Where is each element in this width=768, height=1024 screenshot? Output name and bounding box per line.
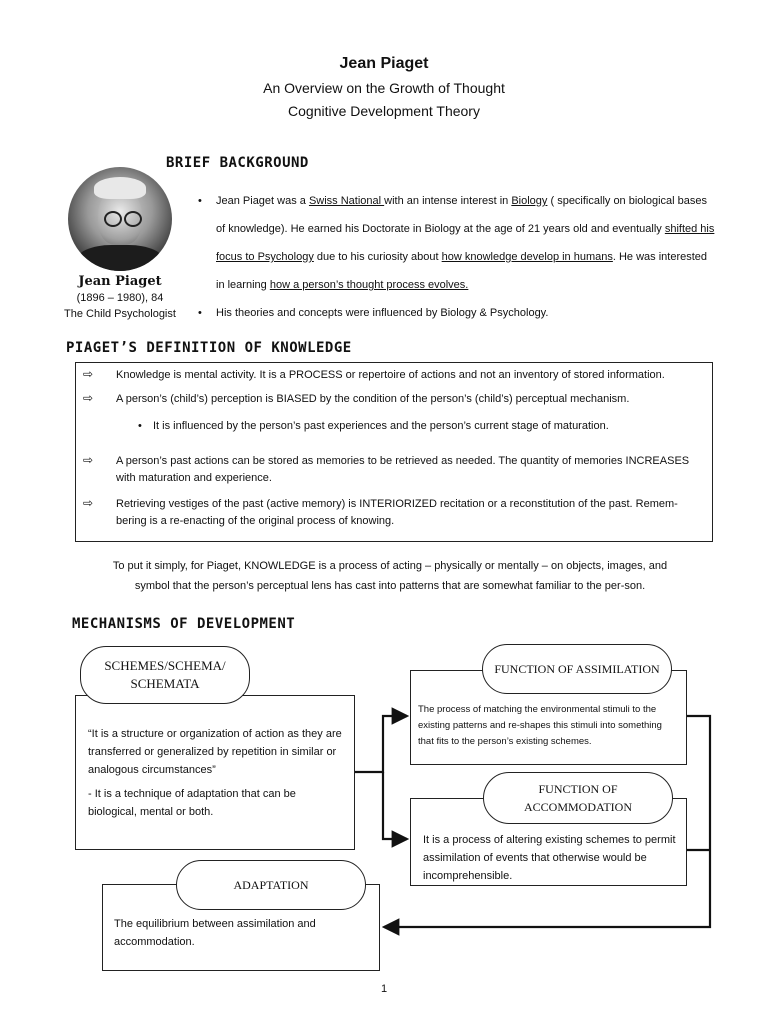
definition-item: A person’s (child’s) perception is BIASED by the condition of the person’s (child’s) perceptual mechanism. — [116, 393, 630, 405]
adaptation-title: ADAPTATION — [176, 860, 366, 910]
mechanisms-heading: MECHANISMS OF DEVELOPMENT — [72, 616, 296, 632]
background-bullet-2: • His theories and concepts were influenced by Biology & Psychology. — [198, 299, 718, 327]
background-bullet-1: • Jean Piaget was a Swiss National with an intense interest in Biology ( specifically on biological bases of knowledge). He earned his Doctorate in Biology at the age of 21 years old and eventually shifted his focus to Psychology due to his curiosity about how knowledge develop in humans. He was interested in learning how a person’s thought process evolves. — [198, 187, 718, 299]
accommodation-title: FUNCTION OF ACCOMMODATION — [483, 772, 673, 824]
schemes-definition: “It is a structure or organization of action as they are transferred or generalized by repetition in similar or analogous circumstances” — [88, 728, 342, 776]
background-heading: BRIEF BACKGROUND — [166, 155, 309, 171]
arrow-icon: ⇨ — [83, 496, 94, 510]
schemes-title: SCHEMES/SCHEMA/ SCHEMATA — [80, 646, 250, 704]
page-subtitle: An Overview on the Growth of Thought — [263, 80, 505, 96]
portrait-name: Jean Piaget — [78, 274, 162, 289]
arrow-icon: ⇨ — [83, 367, 94, 381]
schemes-box — [75, 695, 355, 850]
portrait-role: The Child Psychologist — [64, 308, 176, 320]
definition-item: A person’s past actions can be stored as memories to be retrieved as needed. The quantity of memories INCREASES with maturation and experience. — [116, 455, 690, 484]
definition-subitem: It is influenced by the person’s past experiences and the person’s current stage of maturation. — [153, 420, 609, 432]
arrow-icon: ⇨ — [83, 391, 94, 405]
bullet-icon: • — [138, 420, 142, 432]
page-number: 1 — [380, 983, 388, 995]
assimilation-text: The process of matching the environmental stimuli to the existing patterns and re-shapes this stimuli into something that fits to the person’s existing schemes. — [418, 704, 662, 747]
definition-heading: PIAGET’S DEFINITION OF KNOWLEDGE — [66, 340, 352, 356]
portrait-years: (1896 – 1980), 84 — [76, 292, 164, 304]
accommodation-text: It is a process of altering existing schemes to permit assimilation of events that otherwise would be incomprehensible. — [423, 834, 676, 882]
arrow-icon: ⇨ — [83, 453, 94, 467]
definition-summary: To put it simply, for Piaget, KNOWLEDGE is a process of acting – physically or mentally – on objects, images, and symbol that the person’s perceptual lens has cast into patterns that are somewhat familiar to the per-son. — [112, 560, 668, 592]
page-subtitle-2: Cognitive Development Theory — [288, 103, 480, 119]
assimilation-title: FUNCTION OF ASSIMILATION — [482, 644, 672, 694]
schemes-adaptation-note: - It is a technique of adaptation that can be biological, mental or both. — [88, 788, 296, 818]
definition-item: Knowledge is mental activity. It is a PROCESS or repertoire of actions and not an inventory of stored information. — [116, 369, 665, 381]
adaptation-text: The equilibrium between assimilation and accommodation. — [114, 918, 316, 948]
page-title: Jean Piaget — [339, 55, 429, 72]
definition-item: Retrieving vestiges of the past (active memory) is INTERIORIZED recitation or a reconstitution of the past. Remem-bering is a re-enacting of the original process of knowing. — [116, 498, 678, 527]
